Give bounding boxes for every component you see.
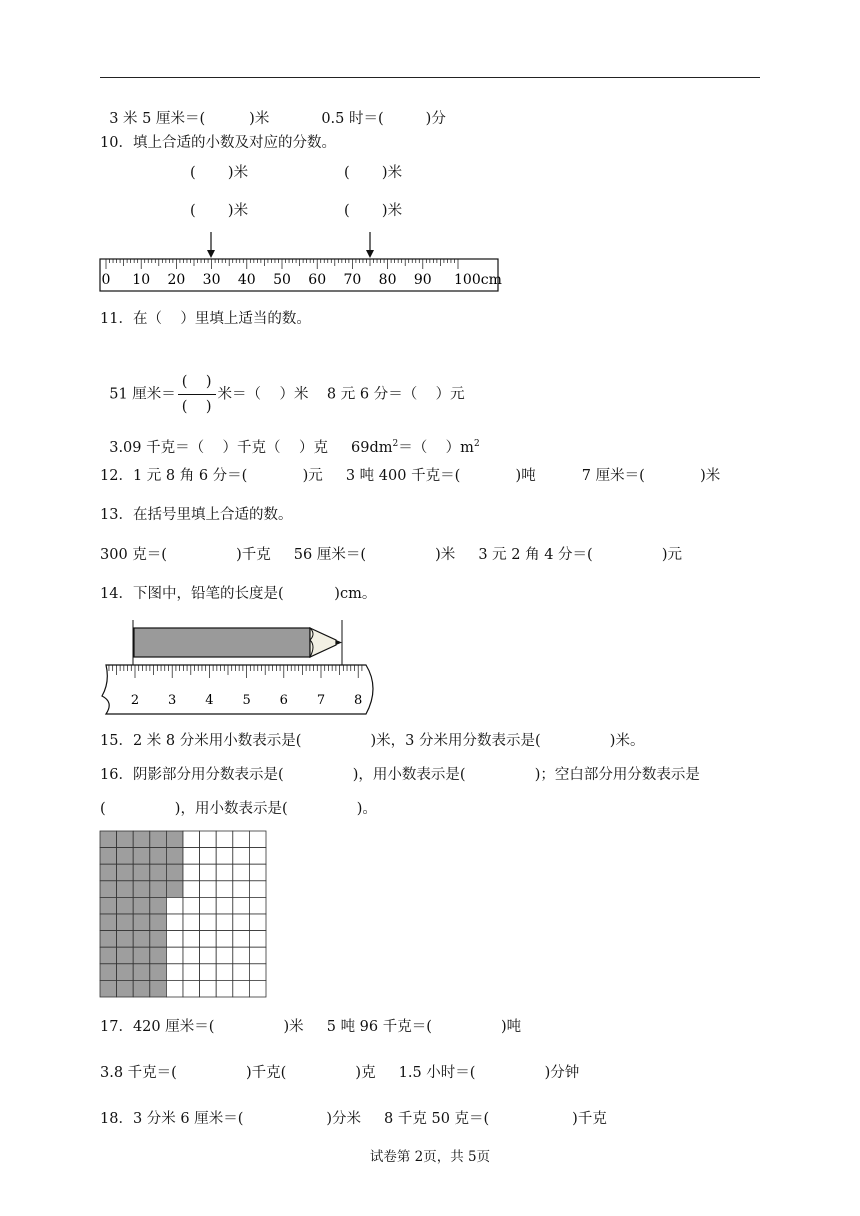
q11-line2 [100, 425, 480, 455]
q11-line1-prefix: 51 厘米＝ [109, 386, 176, 403]
ruler-label: 70 [343, 272, 362, 288]
blank-cell [200, 964, 217, 981]
ruler-label: 40 [237, 272, 256, 288]
blank-cell [183, 881, 200, 898]
q9-a-text: 3 米 5 厘米＝( [109, 110, 206, 127]
shaded-cell [100, 864, 117, 881]
blank-cell [166, 964, 183, 981]
blank-cell [233, 964, 250, 981]
q13-title: 13．在括号里填上合适的数。 [100, 507, 293, 523]
ruler-label: 20 [167, 272, 186, 288]
blank-cell [249, 897, 266, 914]
shaded-cell [150, 947, 167, 964]
blank-cell [249, 881, 266, 898]
shaded-cell [100, 947, 117, 964]
q10-blank-2: ( )米 [344, 165, 403, 181]
ruler-label: 10 [132, 272, 151, 288]
q11-title: 11．在（ ）里填上适当的数。 [100, 311, 311, 327]
shaded-cell [100, 848, 117, 865]
blank-cell [233, 931, 250, 948]
shaded-cell [117, 848, 134, 865]
q11-line1 [100, 352, 465, 417]
q17-line1: 17．420 厘米＝( )米 5 吨 96 千克＝( )吨 [100, 1019, 522, 1035]
shaded-cell [100, 881, 117, 898]
q10-ruler [96, 228, 502, 296]
shaded-cell [100, 931, 117, 948]
shaded-cell [117, 881, 134, 898]
q16-line2: ( )，用小数表示是( )。 [100, 801, 377, 817]
blank-cell [166, 947, 183, 964]
ruler-label: 6 [279, 693, 288, 708]
blank-cell [249, 980, 266, 997]
blank-cell [183, 947, 200, 964]
shaded-cell [150, 831, 167, 848]
shaded-cell [133, 848, 150, 865]
blank-cell [166, 980, 183, 997]
shaded-cell [117, 947, 134, 964]
q15-text: 15．2 米 8 分米用小数表示是( )米，3 分米用分数表示是( )米。 [100, 733, 645, 749]
ruler-label: 5 [242, 693, 251, 708]
blank-cell [200, 831, 217, 848]
blank-cell [166, 897, 183, 914]
shaded-cell [166, 831, 183, 848]
shaded-cell [100, 964, 117, 981]
shaded-cell [100, 980, 117, 997]
blank-cell [216, 931, 233, 948]
ruler-label: 3 [168, 693, 177, 708]
blank-cell [183, 864, 200, 881]
blank-cell [216, 964, 233, 981]
shaded-cell [150, 864, 167, 881]
blank-cell [233, 881, 250, 898]
ruler-label: 90 [413, 272, 432, 288]
q13-line: 300 克＝( )千克 56 厘米＝( )米 3 元 2 角 4 分＝( )元 [100, 547, 683, 563]
blank-cell [233, 864, 250, 881]
shaded-cell [117, 964, 134, 981]
shaded-cell [100, 914, 117, 931]
blank-cell [183, 980, 200, 997]
q11-line2-text: 3.09 千克＝（ ）千克（ ）克 69dm [109, 439, 393, 456]
shaded-cell [100, 831, 117, 848]
q14-text: 14．下图中，铅笔的长度是( )cm。 [100, 586, 377, 602]
shaded-cell [166, 848, 183, 865]
fraction-denominator: ( ) [181, 399, 212, 415]
blank-cell [166, 931, 183, 948]
shaded-cell [133, 881, 150, 898]
blank-cell [200, 864, 217, 881]
q14-pencil-ruler [98, 616, 390, 720]
fraction [178, 372, 216, 417]
down-arrow-icon [207, 232, 215, 258]
shaded-cell [150, 964, 167, 981]
q11-line2-mid: ＝（ ）m [398, 439, 474, 456]
ruler-label: 8 [354, 693, 363, 708]
q12-text: 12．1 元 8 角 6 分＝( )元 3 吨 400 千克＝( )吨 7 厘米＝( )米 [100, 468, 721, 484]
blank-cell [200, 897, 217, 914]
shaded-cell [150, 897, 167, 914]
q17-line2: 3.8 千克＝( )千克( )克 1.5 小时＝( )分钟 [100, 1065, 580, 1081]
q16-line1: 16．阴影部分用分数表示是( )，用小数表示是( )；空白部分用分数表示是 [100, 767, 700, 783]
blank-cell [183, 914, 200, 931]
blank-cell [200, 947, 217, 964]
shaded-cell [117, 897, 134, 914]
ruler-label: 0 [101, 272, 111, 288]
q10-blank-3: ( )米 [190, 203, 249, 219]
blank-cell [249, 864, 266, 881]
shaded-cell [133, 831, 150, 848]
blank-cell [249, 964, 266, 981]
blank-cell [216, 980, 233, 997]
shaded-cell [133, 947, 150, 964]
ruler-label: 2 [130, 693, 140, 708]
shaded-cell [150, 881, 167, 898]
superscript: 2 [473, 438, 480, 449]
ruler-label: 4 [205, 693, 214, 708]
blank-cell [233, 897, 250, 914]
blank-cell [233, 831, 250, 848]
header-rule [100, 77, 760, 78]
shaded-cell [133, 980, 150, 997]
blank-cell [216, 947, 233, 964]
q16-shaded-grid [99, 830, 268, 1000]
shaded-cell [133, 931, 150, 948]
blank-cell [183, 831, 200, 848]
shaded-cell [117, 831, 134, 848]
ruler-label: 60 [308, 272, 327, 288]
blank-cell [166, 914, 183, 931]
ruler-label: 50 [273, 272, 291, 288]
blank-cell [183, 931, 200, 948]
shaded-cell [117, 931, 134, 948]
ruler-label: 100cm [454, 272, 502, 288]
top-line [100, 97, 446, 126]
blank-cell [249, 831, 266, 848]
blank-cell [200, 980, 217, 997]
shaded-cell [117, 980, 134, 997]
fraction-numerator: ( ) [178, 372, 216, 395]
q10-blank-1: ( )米 [190, 165, 249, 181]
blank-cell [233, 848, 250, 865]
q18-text: 18．3 分米 6 厘米＝( )分米 8 千克 50 克＝( )千克 [100, 1111, 607, 1127]
blank-cell [200, 914, 217, 931]
q10-blank-4: ( )米 [344, 203, 403, 219]
blank-cell [249, 914, 266, 931]
ruler-label: 7 [316, 693, 326, 708]
blank-cell [233, 980, 250, 997]
blank-cell [233, 947, 250, 964]
shaded-cell [133, 897, 150, 914]
page-footer: 试卷第 2页，共 5页 [369, 1149, 491, 1165]
down-arrow-icon [366, 232, 374, 258]
blank-cell [216, 914, 233, 931]
shaded-cell [117, 914, 134, 931]
shaded-cell [100, 897, 117, 914]
shaded-cell [133, 964, 150, 981]
q9-b-text: 0.5 时＝( [321, 110, 384, 127]
shaded-cell [166, 864, 183, 881]
superscript: 2 [392, 438, 399, 449]
blank-cell [216, 864, 233, 881]
blank-cell [216, 848, 233, 865]
blank-cell [249, 848, 266, 865]
q9-b-unit: )分 [425, 110, 446, 127]
q9-a-unit: )米 [249, 110, 270, 127]
blank-cell [216, 881, 233, 898]
shaded-cell [133, 914, 150, 931]
blank-cell [216, 831, 233, 848]
q11-line1-suffix: 米＝（ ）米 8 元 6 分＝（ ）元 [217, 386, 465, 403]
blank-cell [183, 964, 200, 981]
q10-title: 10．填上合适的小数及对应的分数。 [100, 135, 336, 151]
blank-cell [216, 897, 233, 914]
blank-cell [200, 848, 217, 865]
pencil-icon [134, 628, 342, 657]
shaded-cell [150, 914, 167, 931]
ruler-label: 80 [378, 272, 397, 288]
shaded-cell [117, 864, 134, 881]
blank-cell [233, 914, 250, 931]
shaded-cell [166, 881, 183, 898]
blank-cell [249, 931, 266, 948]
shaded-cell [150, 980, 167, 997]
blank-cell [183, 848, 200, 865]
blank-cell [183, 897, 200, 914]
blank-cell [200, 931, 217, 948]
shaded-cell [133, 864, 150, 881]
shaded-cell [150, 931, 167, 948]
ruler-label: 30 [202, 272, 221, 288]
blank-cell [200, 881, 217, 898]
shaded-cell [150, 848, 167, 865]
blank-cell [249, 947, 266, 964]
